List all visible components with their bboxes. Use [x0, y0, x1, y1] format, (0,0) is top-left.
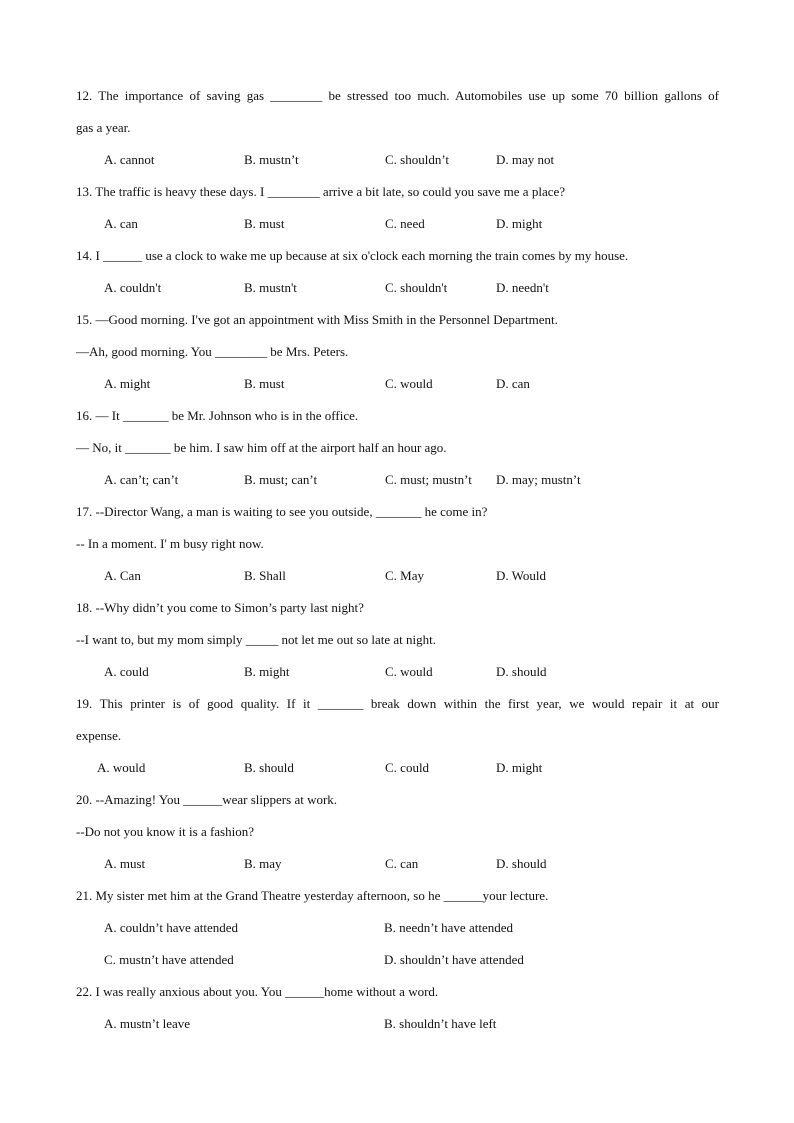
question-13-option-a: A. can [104, 216, 138, 231]
question-21-option-c: C. mustn’t have attended [104, 952, 234, 967]
question-20-option-a: A. must [104, 856, 146, 871]
question-20-option-b: B. may [244, 856, 282, 871]
question-14-option-c: C. shouldn't [385, 280, 448, 295]
question-18-option-c: C. would [385, 664, 433, 679]
question-16-option-a: A. can’t; can’t [104, 472, 179, 487]
question-15-stem-line-1: 15. —Good morning. I've got an appointment with Miss Smith in the Personnel Department. [76, 312, 558, 327]
question-20-stem-line-2: --Do not you know it is a fashion? [76, 824, 255, 839]
question-13-option-c: C. need [385, 216, 425, 231]
question-20-option-d: D. should [496, 856, 547, 871]
question-15-option-c: C. would [385, 376, 433, 391]
question-12-option-a: A. cannot [104, 152, 155, 167]
question-12-stem-line-1: 12. The importance of saving gas ________ be stressed too much. Automobiles use up some 70 billion gallons of [76, 88, 719, 103]
question-16-stem-line-2: — No, it _______ be him. I saw him off at the airport half an hour ago. [76, 440, 447, 455]
question-21-option-b: B. needn’t have attended [384, 920, 513, 935]
question-19-option-d: D. might [496, 760, 543, 775]
question-19-stem-line-1: 19. This printer is of good quality. If it _______ break down within the first year, we would repair it at our [76, 696, 719, 711]
question-19-option-a: A. would [97, 760, 146, 775]
question-17-option-b: B. Shall [244, 568, 286, 583]
question-22-stem-line-1: 22. I was really anxious about you. You ______home without a word. [76, 984, 439, 999]
question-21-option-d: D. shouldn’t have attended [384, 952, 524, 967]
question-14-option-b: B. mustn't [244, 280, 297, 295]
question-14-option-a: A. couldn't [104, 280, 162, 295]
question-16-option-d: D. may; mustn’t [496, 472, 581, 487]
question-13-option-d: D. might [496, 216, 543, 231]
question-16-stem-line-1: 16. — It _______ be Mr. Johnson who is in the office. [76, 408, 359, 423]
question-15-option-a: A. might [104, 376, 151, 391]
question-18-option-d: D. should [496, 664, 547, 679]
question-19-option-b: B. should [244, 760, 294, 775]
question-19-option-c: C. could [385, 760, 430, 775]
question-17-option-a: A. Can [104, 568, 141, 583]
question-17-stem-line-1: 17. --Director Wang, a man is waiting to see you outside, _______ he come in? [76, 504, 488, 519]
question-19-stem-line-2: expense. [76, 728, 122, 743]
question-18-stem-line-2: --I want to, but my mom simply _____ not let me out so late at night. [76, 632, 436, 647]
question-12-option-d: D. may not [496, 152, 555, 167]
question-14-option-d: D. needn't [496, 280, 549, 295]
question-20-option-c: C. can [385, 856, 419, 871]
question-18-option-b: B. might [244, 664, 290, 679]
question-16-option-b: B. must; can’t [244, 472, 318, 487]
question-18-stem-line-1: 18. --Why didn’t you come to Simon’s party last night? [76, 600, 364, 615]
question-20-stem-line-1: 20. --Amazing! You ______wear slippers at work. [76, 792, 338, 807]
question-16-option-c: C. must; mustn’t [385, 472, 472, 487]
question-17-stem-line-2: -- In a moment. I' m busy right now. [76, 536, 264, 551]
question-22-option-a: A. mustn’t leave [104, 1016, 191, 1031]
question-12-option-b: B. mustn’t [244, 152, 299, 167]
question-15-option-d: D. can [496, 376, 530, 391]
question-15-stem-line-2: —Ah, good morning. You ________ be Mrs. Peters. [76, 344, 349, 359]
question-15-option-b: B. must [244, 376, 285, 391]
question-17-option-c: C. May [385, 568, 424, 583]
question-14-stem-line-1: 14. I ______ use a clock to wake me up because at six o'clock each morning the train comes by my house. [76, 248, 629, 263]
question-17-option-d: D. Would [496, 568, 546, 583]
question-18-option-a: A. could [104, 664, 149, 679]
question-12-option-c: C. shouldn’t [385, 152, 450, 167]
question-13-stem-line-1: 13. The traffic is heavy these days. I ________ arrive a bit late, so could you save me a place? [76, 184, 566, 199]
question-21-option-a: A. couldn’t have attended [104, 920, 239, 935]
question-22-option-b: B. shouldn’t have left [384, 1016, 497, 1031]
question-12-stem-line-2: gas a year. [76, 120, 131, 135]
question-13-option-b: B. must [244, 216, 285, 231]
question-21-stem-line-1: 21. My sister met him at the Grand Theatre yesterday afternoon, so he ______your lecture. [76, 888, 549, 903]
